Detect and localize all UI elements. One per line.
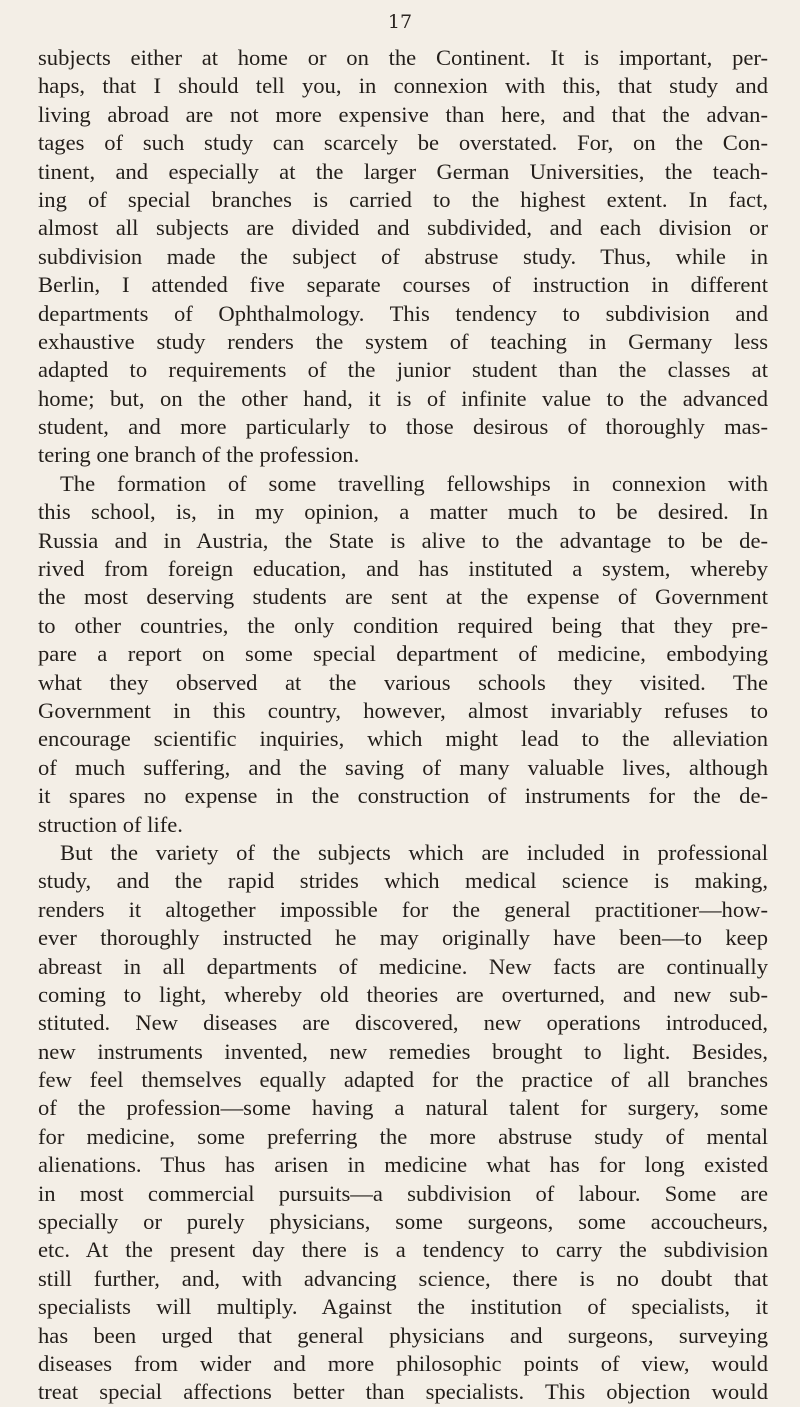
text-line: ever thoroughly instructed he may originally have been—to keep <box>38 925 768 951</box>
text-line: student, and more particularly to those desirous of thoroughly mas- <box>38 414 768 440</box>
text-line: departments of Ophthalmology. This tendency to subdivision and <box>38 300 768 326</box>
text-line: in most commercial pursuits—a subdivision of labour. Some are <box>38 1180 768 1206</box>
text-line: struction of life. <box>38 811 183 837</box>
text-line: the most deserving students are sent at the expense of Government <box>38 584 768 610</box>
text-line: Russia and in Austria, the State is alive to the advantage to be de- <box>38 527 768 553</box>
text-line: for medicine, some preferring the more abstruse study of mental <box>38 1123 768 1149</box>
text-line: subdivision made the subject of abstruse study. Thus, while in <box>38 243 768 269</box>
text-line: coming to light, whereby old theories are overturned, and new sub- <box>38 981 768 1007</box>
text-line: stituted. New diseases are discovered, new operations introduced, <box>38 1010 768 1036</box>
text-line: tinent, and especially at the larger German Universities, the teach- <box>38 158 768 184</box>
text-line: living abroad are not more expensive than here, and that the advan- <box>38 101 768 127</box>
text-line: what they observed at the various schools they visited. The <box>38 669 768 695</box>
text-line: ing of special branches is carried to the highest extent. In fact, <box>38 186 768 212</box>
text-line: it spares no expense in the construction of instruments for the de- <box>38 783 768 809</box>
text-line: specialists will multiply. Against the institution of specialists, it <box>38 1294 768 1320</box>
text-line: But the variety of the subjects which are included in professional <box>60 839 768 865</box>
text-line: etc. At the present day there is a tendency to carry the subdivision <box>38 1237 768 1263</box>
body-text <box>38 44 768 1407</box>
text-line: this school, is, in my opinion, a matter much to be desired. In <box>38 499 768 525</box>
text-line: has been urged that general physicians and surgeons, surveying <box>38 1322 768 1348</box>
text-line: adapted to requirements of the junior student than the classes at <box>38 357 768 383</box>
text-line: haps, that I should tell you, in connexion with this, that study and <box>38 73 768 99</box>
text-line: Berlin, I attended five separate courses of instruction in different <box>38 272 768 298</box>
page-number: 17 <box>387 11 413 33</box>
text-line: pare a report on some special department of medicine, embodying <box>38 641 768 667</box>
text-line: still further, and, with advancing science, there is no doubt that <box>38 1265 768 1291</box>
text-line: alienations. Thus has arisen in medicine what has for long existed <box>38 1152 768 1178</box>
text-line: new instruments invented, new remedies brought to light. Besides, <box>38 1038 768 1064</box>
text-line: treat special affections better than specialists. This objection would <box>38 1379 768 1405</box>
text-line: rived from foreign education, and has instituted a system, whereby <box>38 556 768 582</box>
text-line: to other countries, the only condition required being that they pre- <box>38 612 768 638</box>
text-line: tering one branch of the profession. <box>38 442 360 468</box>
text-line: subjects either at home or on the Continent. It is important, per- <box>38 45 768 70</box>
text-line: of the profession—some having a natural talent for surgery, some <box>38 1095 768 1121</box>
text-line: study, and the rapid strides which medical science is making, <box>38 868 768 894</box>
text-line: encourage scientific inquiries, which might lead to the alleviation <box>38 726 768 752</box>
text-line: Government in this country, however, almost invariably refuses to <box>38 697 768 723</box>
text-line: exhaustive study renders the system of teaching in Germany less <box>38 328 768 354</box>
text-line: tages of such study can scarcely be overstated. For, on the Con- <box>38 130 768 156</box>
text-line: of much suffering, and the saving of many valuable lives, although <box>38 754 768 780</box>
text-line: abreast in all departments of medicine. New facts are continually <box>38 953 768 979</box>
text-line: diseases from wider and more philosophic points of view, would <box>38 1350 768 1376</box>
text-line: few feel themselves equally adapted for the practice of all branches <box>38 1067 768 1093</box>
text-line: renders it altogether impossible for the general practitioner—how- <box>38 896 768 922</box>
text-line: The formation of some travelling fellowships in connexion with <box>60 470 768 496</box>
text-line: specially or purely physicians, some surgeons, some accoucheurs, <box>38 1209 768 1235</box>
text-line: almost all subjects are divided and subdivided, and each division or <box>38 215 768 241</box>
text-line: home; but, on the other hand, it is of infinite value to the advanced <box>38 385 768 411</box>
